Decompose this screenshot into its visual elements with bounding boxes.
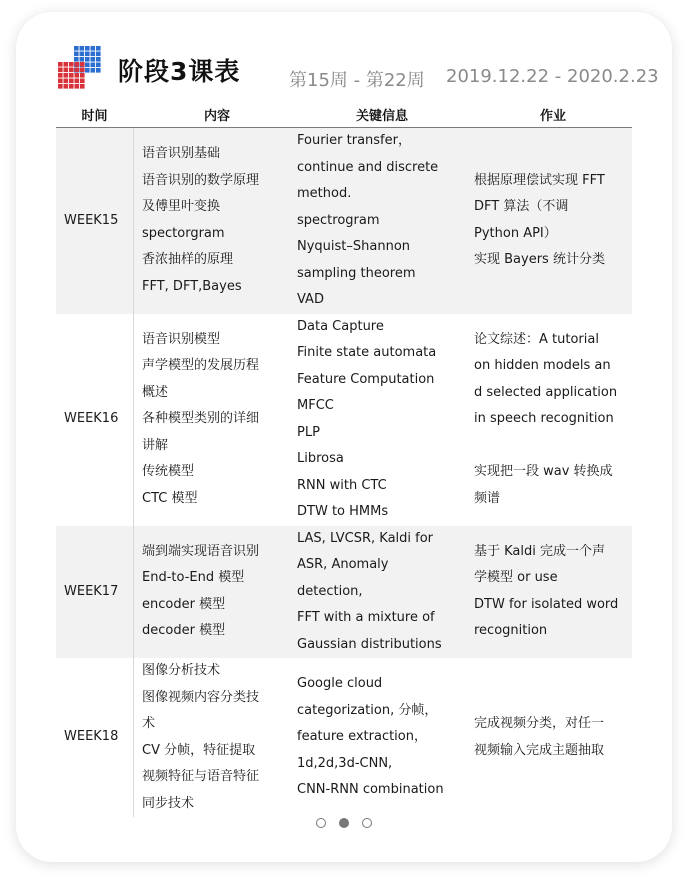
pagination-dots: [314, 818, 374, 830]
keyinfo-line: Gaussian distributions: [297, 636, 442, 652]
page-dot-2[interactable]: [339, 818, 349, 828]
week-label: [64, 128, 132, 314]
keyinfo-line: DTW to HMMs: [297, 504, 389, 519]
week-text: WEEK17: [64, 583, 119, 599]
column-header-key-info: 关键信息: [355, 109, 408, 124]
keyinfo-line: categorization, 分帧，: [297, 702, 438, 718]
content-line: 端到端实现语音识别: [142, 543, 260, 559]
keyinfo-cell: [297, 314, 467, 526]
page-dot-1[interactable]: [316, 818, 326, 828]
homework-line: 论文综述：A tutorial: [474, 331, 599, 347]
homework-cell: [474, 128, 632, 314]
keyinfo-line: VAD: [297, 292, 324, 307]
keyinfo-line: continue and discrete: [297, 159, 439, 175]
homework-line: 实现 Bayers 统计分类: [474, 252, 605, 268]
week-label: [64, 526, 132, 659]
keyinfo-line: Data Capture: [297, 318, 384, 334]
content-line: 视频特征与语音特征: [142, 769, 260, 784]
table-row: [56, 658, 632, 817]
content-line: 图像视频内容分类技: [142, 689, 260, 705]
content-cell: [142, 128, 292, 314]
content-line: 概述: [142, 384, 169, 400]
content-cell: [142, 314, 292, 526]
content-line: 香浓抽样的原理: [142, 252, 234, 268]
keyinfo-line: feature extraction，: [297, 729, 427, 745]
keyinfo-line: Librosa: [297, 451, 344, 466]
content-line: 声学模型的发展历程: [142, 358, 260, 374]
content-cell: [142, 526, 292, 659]
content-line: 及傅里叶变换: [142, 199, 221, 215]
column-divider: [133, 128, 134, 314]
content-line: 语音识别的数学原理: [142, 172, 260, 188]
week-label: [64, 658, 132, 817]
homework-line: recognition: [474, 623, 548, 639]
table-row: [56, 526, 632, 659]
homework-line: 频谱: [474, 490, 501, 506]
content-line: 同步技术: [142, 795, 195, 811]
table-header: [56, 100, 632, 128]
homework-line: d selected application: [474, 384, 618, 400]
keyinfo-cell: [297, 526, 467, 659]
keyinfo-cell: [297, 658, 467, 817]
keyinfo-line: method.: [297, 186, 352, 201]
homework-line: on hidden models an: [474, 358, 611, 374]
table-body: [56, 128, 632, 817]
content-line: 图像分析技术: [142, 663, 221, 678]
page-dot-3[interactable]: [362, 818, 372, 828]
content-line: 讲解: [142, 437, 169, 453]
week-label: [64, 314, 132, 526]
homework-line: DTW for isolated word: [474, 596, 619, 612]
keyinfo-line: Finite state automata: [297, 345, 437, 360]
keyinfo-line: detection,: [297, 583, 363, 599]
homework-line: in speech recognition: [474, 411, 614, 427]
column-header-homework: 作业: [539, 109, 566, 124]
keyinfo-line: LAS, LVCSR, Kaldi for: [297, 530, 434, 546]
week-text: WEEK15: [64, 212, 119, 228]
keyinfo-line: Google cloud: [297, 676, 383, 692]
content-line: End-to-End 模型: [142, 570, 245, 586]
homework-line: [474, 433, 632, 460]
keyinfo-line: Feature Computation: [297, 371, 435, 387]
keyinfo-line: Fourier transfer，: [297, 133, 411, 148]
content-line: 各种模型类别的详细: [142, 411, 260, 427]
homework-line: 基于 Kaldi 完成一个声: [474, 543, 606, 559]
week-range: 第15周 - 第22周: [289, 70, 425, 91]
keyinfo-line: ASR, Anomaly: [297, 557, 389, 572]
keyinfo-line: 1d,2d,3d-CNN,: [297, 755, 393, 771]
keyinfo-line: CNN-RNN combination: [297, 782, 444, 798]
content-line: spectorgram: [142, 225, 225, 241]
column-header-content: 内容: [203, 109, 230, 124]
homework-line: DFT 算法（不调: [474, 199, 569, 215]
week-text: WEEK16: [64, 411, 119, 427]
homework-line: 完成视频分类，对任一: [474, 716, 605, 731]
table-row: [56, 314, 632, 526]
keyinfo-line: PLP: [297, 424, 320, 440]
column-header-time: 时间: [81, 109, 108, 124]
homework-line: 根据原理偿试实现 FFT: [474, 172, 605, 188]
content-line: 传统模型: [142, 464, 195, 480]
homework-line: Python API）: [474, 225, 557, 241]
date-range: 2019.12.22 - 2020.2.23: [446, 66, 659, 87]
content-line: encoder 模型: [142, 596, 226, 612]
content-line: 语音识别模型: [142, 331, 221, 347]
content-line: 术: [142, 716, 156, 731]
content-line: FFT, DFT,Bayes: [142, 278, 242, 294]
content-line: CV 分帧，特征提取: [142, 742, 256, 758]
grid-logo-icon: [58, 46, 102, 90]
content-line: decoder 模型: [142, 623, 226, 639]
keyinfo-line: FFT with a mixture of: [297, 610, 435, 625]
content-line: 语音识别基础: [142, 146, 221, 162]
page-title: 阶段3课表: [118, 57, 241, 86]
keyinfo-cell: [297, 128, 467, 314]
homework-cell: [474, 314, 632, 526]
keyinfo-line: spectrogram: [297, 212, 380, 228]
keyinfo-line: Nyquist–Shannon: [297, 239, 411, 254]
keyinfo-line: sampling theorem: [297, 265, 416, 281]
homework-cell: [474, 658, 632, 817]
schedule-table: [56, 100, 632, 817]
homework-line: 实现把一段 wav 转换成: [474, 464, 613, 480]
keyinfo-line: RNN with CTC: [297, 477, 387, 493]
homework-line: 视频输入完成主题抽取: [474, 742, 605, 758]
keyinfo-line: MFCC: [297, 398, 334, 413]
week-text: WEEK18: [64, 729, 119, 745]
homework-cell: [474, 526, 632, 659]
column-divider: [133, 314, 134, 526]
table-row: [56, 128, 632, 314]
column-divider: [133, 526, 134, 659]
homework-line: 学模型 or use: [474, 570, 558, 586]
content-line: CTC 模型: [142, 490, 198, 506]
content-cell: [142, 658, 292, 817]
column-divider: [133, 658, 134, 817]
